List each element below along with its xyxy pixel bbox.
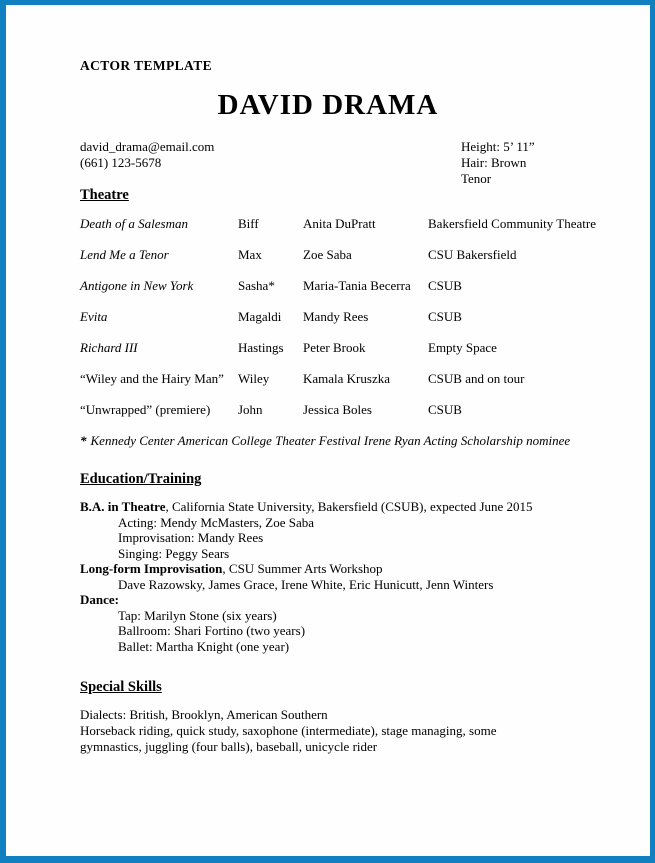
- education-entry: [80, 592, 650, 608]
- email-text: david_drama@email.com: [80, 139, 215, 154]
- theatre-heading: Theatre: [80, 187, 129, 203]
- table-row: [80, 340, 650, 355]
- template-label: ACTOR TEMPLATE: [80, 58, 212, 73]
- role-name: Sasha*: [238, 278, 275, 293]
- table-row: [80, 278, 650, 293]
- program-title: Long-form Improvisation: [80, 561, 223, 576]
- special-skills-heading: Special Skills: [80, 679, 162, 695]
- director-name: Zoe Saba: [303, 247, 352, 262]
- education-detail: Improvisation: Mandy Rees: [118, 530, 264, 545]
- education-detail: Ballet: Martha Knight (one year): [118, 638, 290, 654]
- dance-title: Dance:: [80, 592, 119, 607]
- footnote-text: Kennedy Center American College Theater Festival Irene Ryan Acting Scholarship nominee: [90, 433, 571, 448]
- director-name: Anita DuPratt: [303, 216, 376, 231]
- skills-line: Dialects: British, Brooklyn, American Southern: [80, 707, 328, 722]
- show-title: Antigone in New York: [80, 278, 194, 293]
- table-row: [80, 402, 650, 417]
- role-name: Magaldi: [238, 309, 282, 324]
- education-detail: Acting: Mendy McMasters, Zoe Saba: [118, 514, 315, 530]
- show-title: Lend Me a Tenor: [80, 247, 169, 262]
- table-row: [80, 309, 650, 324]
- education-heading: Education/Training: [80, 471, 202, 487]
- role-name: Wiley: [238, 371, 270, 386]
- education-entry: [80, 499, 650, 515]
- theatre-credits-table: [80, 216, 650, 417]
- role-name: John: [238, 402, 263, 417]
- education-entry: [80, 561, 650, 577]
- role-name: Hastings: [238, 340, 284, 355]
- director-name: Mandy Rees: [303, 309, 369, 324]
- table-row: [80, 247, 650, 262]
- director-name: Peter Brook: [303, 340, 366, 355]
- venue-name: CSUB: [428, 402, 462, 417]
- footnote-asterisk: *: [80, 433, 87, 448]
- actor-name-title: DAVID DRAMA: [217, 89, 439, 121]
- show-title: Death of a Salesman: [80, 216, 188, 231]
- degree-detail: , California State University, Bakersfield (CSUB), expected June 2015: [165, 499, 533, 514]
- program-detail: , CSU Summer Arts Workshop: [222, 561, 383, 576]
- table-row: [80, 371, 650, 386]
- director-name: Kamala Kruszka: [303, 371, 390, 386]
- education-block: [80, 499, 650, 654]
- scholarship-footnote: [80, 433, 650, 449]
- venue-name: CSUB: [428, 278, 462, 293]
- contact-right: [461, 139, 535, 187]
- education-detail: Dave Razowsky, James Grace, Irene White, Eric Hunicutt, Jenn Winters: [118, 576, 494, 592]
- venue-name: Bakersfield Community Theatre: [428, 216, 596, 231]
- table-row: [80, 216, 650, 231]
- education-detail: Tap: Marilyn Stone (six years): [118, 607, 277, 623]
- skills-line: gymnastics, juggling (four balls), baseball, unicycle rider: [80, 739, 378, 754]
- role-name: Biff: [238, 216, 259, 231]
- director-name: Maria-Tania Becerra: [303, 278, 411, 293]
- venue-name: CSUB: [428, 309, 462, 324]
- show-title: “Wiley and the Hairy Man”: [80, 371, 224, 386]
- education-detail: Singing: Peggy Sears: [118, 545, 230, 561]
- show-title: Evita: [80, 309, 108, 324]
- hair-text: Hair: Brown: [461, 155, 527, 170]
- show-title: Richard III: [80, 340, 138, 355]
- director-name: Jessica Boles: [303, 402, 372, 417]
- height-text: Height: 5’ 11”: [461, 139, 535, 154]
- special-skills-block: [80, 707, 650, 755]
- contact-left: [80, 139, 650, 171]
- venue-name: Empty Space: [428, 340, 497, 355]
- degree-title: B.A. in Theatre: [80, 499, 166, 514]
- voice-type-text: Tenor: [461, 171, 492, 186]
- phone-text: (661) 123-5678: [80, 155, 162, 170]
- venue-name: CSU Bakersfield: [428, 247, 517, 262]
- skills-line: Horseback riding, quick study, saxophone (intermediate), stage managing, some: [80, 723, 497, 738]
- education-detail: Ballroom: Shari Fortino (two years): [118, 623, 306, 638]
- venue-name: CSUB and on tour: [428, 371, 525, 386]
- role-name: Max: [238, 247, 262, 262]
- show-title: “Unwrapped” (premiere): [80, 402, 211, 417]
- contact-block: [80, 139, 650, 186]
